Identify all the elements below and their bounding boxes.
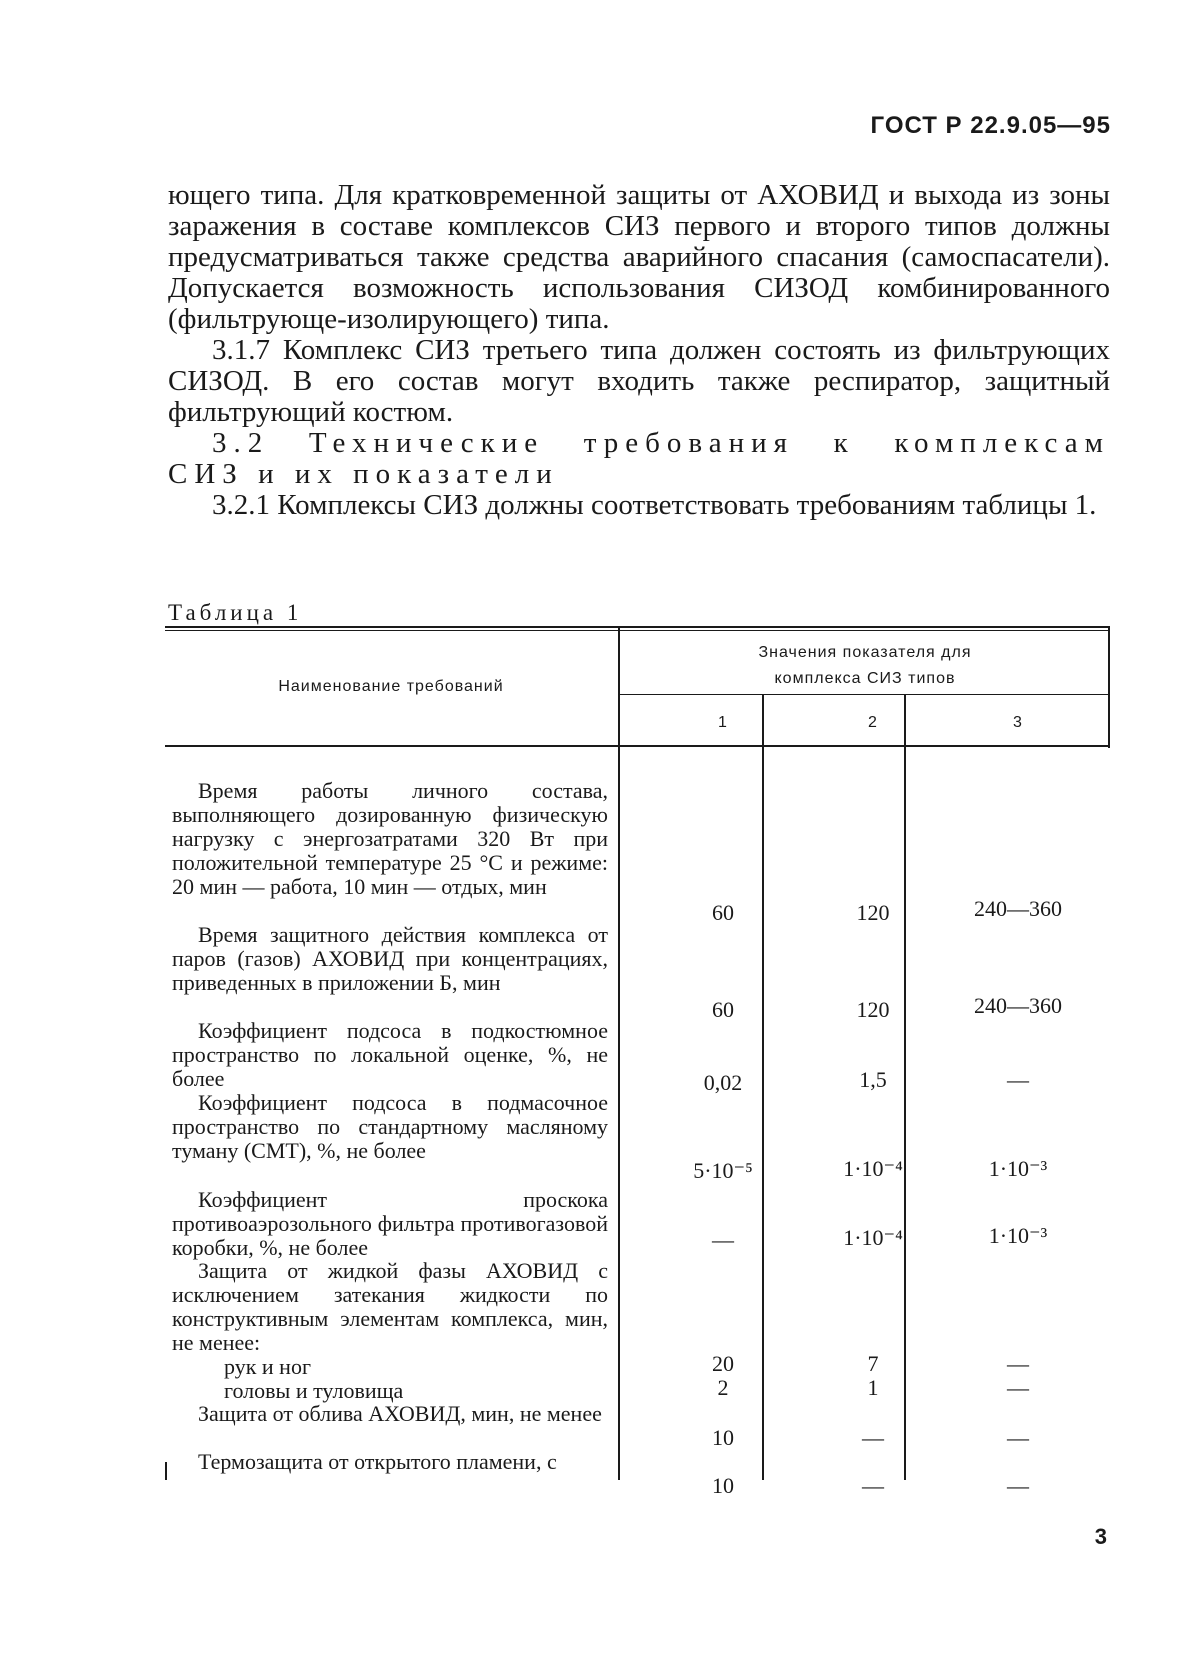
row-name: Термозащита от открытого пламени, с (198, 1449, 557, 1474)
row-value-type-3: 1·10⁻³ (988, 1223, 1048, 1248)
table-row (172, 923, 608, 995)
row-value-type-2: 7 (867, 1351, 879, 1376)
document-header: ГОСТ Р 22.9.05—95 (870, 112, 1111, 139)
paragraph-3-1-7: 3.1.7 Комплекс СИЗ третьего типа должен состоять из фильтрующих СИЗОД. В его состав могут входить также респиратор, защитный фильтрующий костюм. (168, 334, 1110, 428)
header-values: Значения показателя для комплекса СИЗ типов (758, 644, 972, 687)
table-right-edge (1108, 628, 1110, 748)
column-divider-1 (618, 628, 620, 1480)
row-value-type-2: 1·10⁻⁴ (843, 1225, 903, 1250)
row-name: Коэффициент подсоса в подмасочное пространство по стандартному масляному туману (СМТ), %, не более (172, 1090, 608, 1163)
table-top-rule-inner (165, 630, 1110, 631)
header-col-3: 3 (1013, 714, 1023, 731)
table-top-rule (165, 626, 1110, 628)
section-heading-3-2-cont: СИЗ и их показатели (168, 458, 559, 490)
row-value-type-1: 2 (717, 1375, 729, 1400)
row-value-type-1: — (712, 1227, 734, 1252)
row-value-type-2: 120 (856, 900, 890, 925)
row-value-type-1: 60 (712, 997, 734, 1022)
row-value-type-1: 60 (712, 900, 734, 925)
row-value-type-2: 120 (856, 997, 890, 1022)
row-value-type-2: 1,5 (859, 1067, 887, 1092)
row-subitem: рук и ног (224, 1354, 311, 1379)
row-value-type-1: 5·10⁻⁵ (693, 1158, 753, 1183)
row-name: Время защитного действия комплекса от паров (газов) АХОВИД при концентрациях, приведенных в приложении Б, мин (172, 922, 608, 995)
table-row (172, 1019, 608, 1091)
paragraph-3-2-1: 3.2.1 Комплексы СИЗ должны соответствовать требованиям таблицы 1. (212, 489, 1097, 521)
body-text (168, 180, 1110, 521)
table-left-stub (165, 1462, 167, 1480)
table-row (172, 1091, 608, 1163)
table-row (172, 1188, 608, 1260)
header-col-2: 2 (868, 714, 878, 731)
row-value-type-1: 0,02 (703, 1070, 743, 1095)
row-name: Коэффициент подсоса в подкостюмное пространство по локальной оценке, %, не более (172, 1018, 608, 1091)
section-heading-3-2: 3.2 Технические требования к комплексам (212, 427, 1110, 459)
row-value-type-3: — (1007, 1351, 1029, 1376)
row-value-type-3: 1·10⁻³ (988, 1156, 1048, 1181)
table-row (172, 779, 608, 899)
row-value-type-2: 1 (867, 1375, 879, 1400)
row-name: Время работы личного состава, выполняющего дозированную физическую нагрузку с энергозатратами 320 Вт при положительной температуре 25 °С и режиме: 20 мин — работа, 10 мин — отдых, мин (172, 778, 608, 899)
row-value-type-2: 1·10⁻⁴ (843, 1156, 903, 1181)
row-value-type-3: — (1007, 1067, 1029, 1092)
row-value-type-3: 240—360 (974, 896, 1062, 921)
paragraph-continuation: ющего типа. Для кратковременной защиты от АХОВИД и выхода из зоны заражения в составе комплексов СИЗ первого и второго типов должны предусматриваться также средства аварийного спасания (самоспасатели). Допускается возможность использования СИЗОД комбинированного (фильтрующе-изолирующего) типа. (168, 179, 1110, 335)
header-split-rule (620, 694, 1110, 695)
table-row (172, 1450, 608, 1474)
row-name: Защита от жидкой фазы АХОВИД с исключением затекания жидкости по конструктивным элементам комплекса, мин, не менее: (172, 1258, 608, 1355)
row-value-type-2: — (862, 1425, 884, 1450)
row-value-type-1: 20 (712, 1351, 734, 1376)
header-col-1: 1 (718, 714, 728, 731)
row-name: Коэффициент проскока противоаэрозольного фильтра противогазовой коробки, %, не более (172, 1187, 608, 1260)
row-value-type-3: — (1007, 1375, 1029, 1400)
table-row (172, 1259, 608, 1403)
row-value-type-1: 10 (712, 1425, 734, 1450)
table-row (172, 1402, 608, 1426)
row-value-type-3: — (1007, 1473, 1029, 1498)
row-value-type-1: 10 (712, 1473, 734, 1498)
row-subitem: головы и туловища (224, 1378, 404, 1403)
header-bottom-rule (165, 745, 1110, 747)
table-caption: Таблица 1 (168, 600, 303, 625)
header-requirement-name: Наименование требований (278, 678, 504, 695)
row-value-type-2: — (862, 1473, 884, 1498)
row-value-type-3: 240—360 (974, 993, 1062, 1018)
row-name: Защита от облива АХОВИД, мин, не менее (198, 1401, 602, 1426)
row-value-type-3: — (1007, 1425, 1029, 1450)
page-number: 3 (1094, 1524, 1107, 1549)
